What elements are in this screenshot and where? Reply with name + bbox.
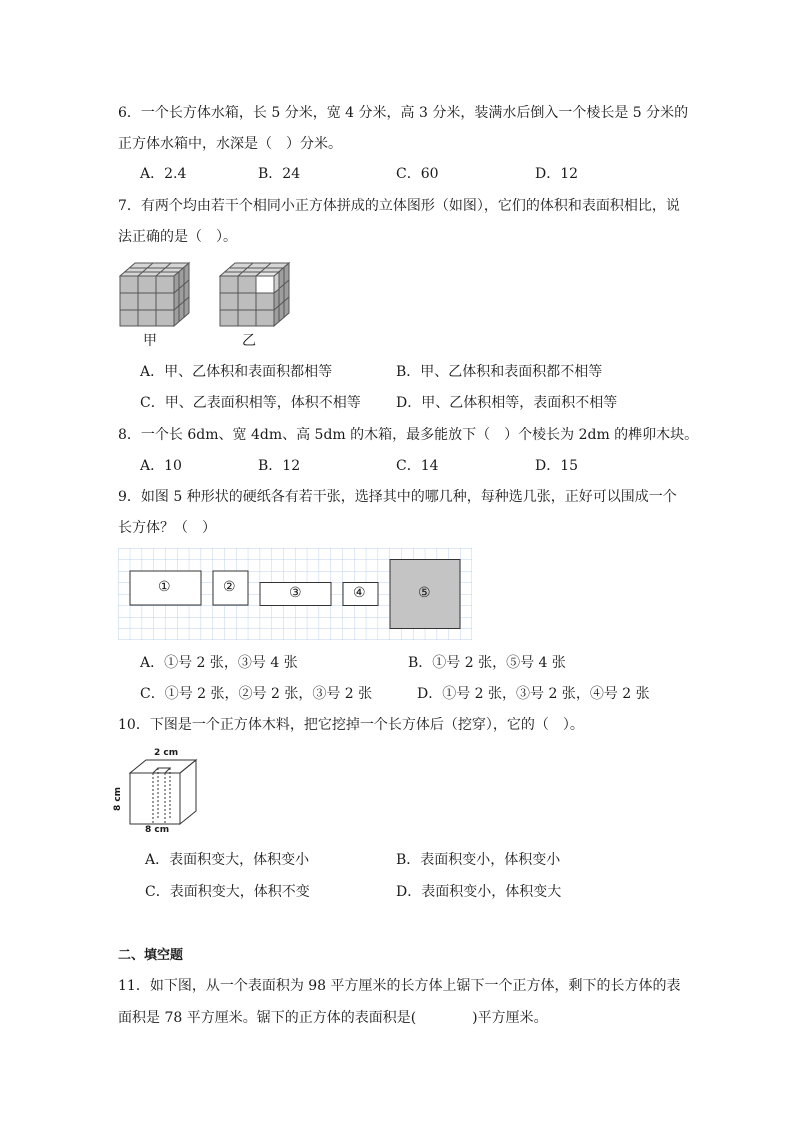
q8-option-a: A．10	[140, 458, 182, 474]
q10-dim-top: 2 cm	[154, 748, 179, 758]
q6-option-a: A．2.4	[140, 166, 187, 182]
section-heading-fill-blank: 二、填空题	[118, 948, 184, 963]
q6-option-c: C．60	[396, 166, 439, 182]
q7-label-yi: 乙	[242, 333, 256, 349]
q10-option-b: B．表面积变小，体积变小	[396, 852, 561, 868]
q8-stem-line1: 8．一个长 6dm、宽 4dm、高 5dm 的木箱，最多能放下（ ）个棱长为 2dm 的榫卯木块。	[118, 427, 699, 443]
shape-3-label: ③	[289, 585, 302, 601]
q7-option-d: D．甲、乙体积相等，表面积不相等	[396, 395, 618, 411]
q9-option-a: A．①号 2 张，③号 4 张	[140, 655, 298, 671]
q7-cube-figures	[118, 260, 298, 330]
q9-option-c: C．①号 2 张，②号 2 张，③号 2 张	[140, 686, 373, 702]
q10-dim-bottom: 8 cm	[145, 825, 170, 835]
q6-option-d: D．12	[535, 166, 579, 182]
shape-4-label: ④	[353, 585, 366, 601]
q8-option-d: D．15	[535, 458, 579, 474]
q8-option-c: C．14	[396, 458, 439, 474]
q6-stem-line1: 6．一个长方体水箱，长 5 分米，宽 4 分米，高 3 分米，装满水后倒入一个棱长是 5 分米的	[118, 105, 689, 121]
q7-option-b: B．甲、乙体积和表面积都不相等	[396, 364, 603, 380]
q11-stem-line1: 11．如下图，从一个表面积为 98 平方厘米的长方体上锯下一个正方体，剩下的长方体的表	[118, 978, 681, 994]
q6-stem-line2: 正方体水箱中，水深是（ ）分米。	[118, 136, 342, 152]
shape-1-label: ①	[158, 579, 171, 595]
q10-dim-left: 8 cm	[113, 786, 124, 812]
q9-option-d: D．①号 2 张，③号 2 张，④号 2 张	[417, 686, 650, 702]
q7-stem-line1: 7．有两个均由若干个相同小正方体拼成的立体图形（如图），它们的体积和表面积相比，说	[118, 198, 680, 214]
q6-option-b: B．24	[258, 166, 301, 182]
q9-stem-line2: 长方体？（ ）	[118, 520, 216, 536]
q9-stem-line1: 9．如图 5 种形状的硬纸各有若干张，选择其中的哪几种，每种选几张，正好可以围成一个	[118, 489, 677, 505]
q10-cube-figure	[113, 748, 208, 838]
q9-grid-figure	[118, 548, 472, 640]
shape-5-label: ⑤	[418, 585, 431, 601]
q7-option-a: A．甲、乙体积和表面积都相等	[140, 364, 333, 380]
shape-2-label: ②	[223, 579, 236, 595]
q9-option-b: B．①号 2 张，⑤号 4 张	[408, 655, 566, 671]
q10-option-c: C．表面积变大，体积不变	[145, 884, 310, 900]
q7-option-c: C．甲、乙表面积相等，体积不相等	[140, 395, 361, 411]
q7-label-jia: 甲	[143, 333, 157, 349]
q10-option-d: D．表面积变小，体积变大	[396, 884, 562, 900]
q7-stem-line2: 法正确的是（ ）。	[118, 229, 237, 245]
q10-stem-line1: 10．下图是一个正方体木料，把它挖掉一个长方体后（挖穿），它的（ ）。	[118, 717, 584, 733]
q8-option-b: B．12	[258, 458, 301, 474]
q11-stem-line2: 面积是 78 平方厘米。锯下的正方体的表面积是( )平方厘米。	[118, 1010, 548, 1026]
q10-option-a: A．表面积变大，体积变小	[145, 852, 310, 868]
